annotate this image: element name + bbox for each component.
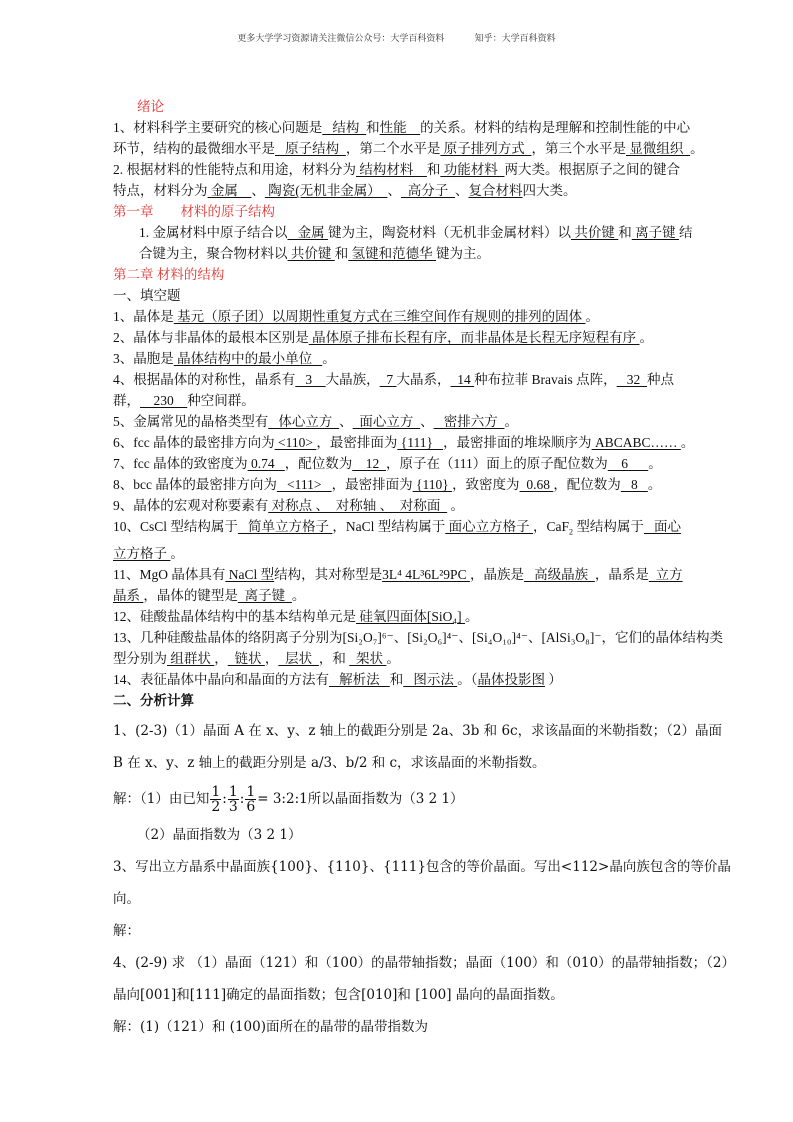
document-body [113, 96, 735, 1043]
fill-q14: 14、表征晶体中晶向和晶面的方法有 解析法 和 图示法 。（晶体投影图 ） [113, 671, 562, 687]
fill-q10-line1: 10、CsCl 型结构属于 简单立方格子 ，NaCl 型结构属于 面心立方格子 ，CaF$_2$ 型结构属于 面心 [113, 519, 682, 537]
chapter1-title: 第一章 材料的原子结构 [113, 204, 275, 219]
calc-s1: 解：（1）由已知 $\frac{1}{2}$ : $\frac{1}{3}$ : $\frac{1}{6}$ = 3:2:1所以晶面指数为（3 2 1） [113, 783, 464, 815]
page-header [0, 31, 793, 44]
fill-q11-line2: 晶系 ，晶体的键型是 离子键 。 [113, 587, 306, 603]
calc-s3: 解： [113, 922, 140, 939]
intro-q2-line2: 特点，材料分为 金属 、 陶瓷(无机非金属） 、 高分子 、复合材料四大类。 [113, 183, 577, 198]
intro-q2-line1: 2. 根据材料的性能特点和用途，材料分为 结构材料 和 功能材料 两大类。根据原子之间的键合 [113, 162, 680, 177]
fraction: $\frac{1}{3}$ [228, 783, 238, 815]
blank: 性能 [379, 120, 421, 135]
chapter2-title: 第二章 材料的结构 [113, 267, 225, 282]
blank: 原子结构 [275, 141, 346, 156]
calc-s4: 解：(1)（121）和 (100)面所在的晶带的晶带指数为 [113, 1018, 428, 1035]
fill-q13-line1: 13、几种硅酸盐晶体的络阴离子分别为[Si₂O₇]⁶⁻、[Si₂O₆]⁴⁻、[Si₄O₁₀]⁴⁻、[AlSi₃O₈]⁻，它们的晶体结构类 [113, 629, 723, 645]
blank: 高分子 [401, 183, 455, 198]
calc-q4-line2: 晶向[001]和[111]确定的晶面指数；包含[010]和 [100] 晶向的晶面指数。 [113, 986, 564, 1003]
calc-s2: （2）晶面指数为（3 2 1） [137, 826, 302, 843]
fill-q12: 12、硅酸盐晶体结构中的基本结构单元是 硅氧四面体[SiO₄] 。 [113, 608, 479, 624]
blank: 金属 [287, 225, 328, 240]
blank: 氢键和范德华 [348, 246, 436, 261]
calc-section [113, 715, 735, 1043]
header-wechat-text: 更多大学学习资源请关注微信公众号：大学百科资料 [237, 33, 445, 43]
calc-q1-line1: 1、(2-3)（1）晶面 A 在 x、y、z 轴上的截距分别是 2a、3b 和 6c，求该晶面的米勒指数；（2）晶面 [113, 722, 722, 739]
calc-q1-line2: B 在 x、y、z 轴上的截距分别是 a/3、b/2 和 c，求该晶面的米勒指数。 [113, 754, 546, 771]
intro-title: 绪论 [137, 99, 164, 114]
calc-q3-line2: 向。 [113, 890, 140, 907]
fill-q13-line2: 型分别为 组群状 ， 链状 ， 层状 ，和 架状 。 [113, 650, 400, 666]
chapter1-q1-line2: 合键为主，聚合物材料以 共价键 和 氢键和范德华 键为主。 [139, 246, 490, 261]
fill-q9: 9、晶体的宏观对称要素有 对称点 、 对称轴 、 对称面 。 [113, 498, 464, 513]
fill-q2: 2、晶体与非晶体的最根本区别是 晶体原子排布长程有序，而非晶体是长程无序短程有序 。 [113, 330, 653, 345]
fill-q4-line1: 4、根据晶体的对称性，晶系有 3 大晶族， 7 大晶系， 14 种布拉菲 Bravais 点阵， 32 种点 [113, 372, 674, 387]
fill-q8: 8、bcc 晶体的最密排方向为 <111> ，最密排面为 {110} ，致密度为 0.68 ，配位数为 8 。 [113, 477, 662, 492]
blank: 显微组织 [626, 141, 691, 156]
section-calc-title: 二、分析计算 [113, 692, 194, 708]
fill-q3: 3、晶胞是 晶体结构中的最小单位 。 [113, 351, 336, 366]
blank: 共价键 [287, 246, 335, 261]
blank: 离子键 [631, 225, 679, 240]
fill-q11-line1: 11、MgO 晶体具有 NaCl 型结构，其对称型是3L⁴ 4L³6L²9PC ，晶族是 高级晶族 ，晶系是 立方 [113, 566, 683, 582]
fill-q5: 5、金属常见的晶格类型有 体心立方 、 面心立方 、 密排六方 。 [113, 414, 518, 429]
section-fill-in-title: 一、填空题 [113, 288, 181, 303]
fill-q1: 1、晶体是 基元（原子团）以周期性重复方式在三维空间作有规则的排列的固体 。 [113, 309, 599, 324]
fill-q6: 6、fcc 晶体的最密排方向为 <110> ，最密排面为 {111} ，最密排面的堆垛顺序为 ABCABC…… 。 [113, 435, 695, 450]
intro-q1-line2: 环节，结构的最微细水平是 原子结构 ，第二个水平是 原子排列方式 ，第三个水平是 显微组织 。 [113, 141, 704, 156]
blank: 金属 [207, 183, 252, 198]
fill-q7: 7、fcc 晶体的致密度为 0.74 ，配位数为 12 ，原子在（111）面上的原子配位数为 6 。 [113, 456, 662, 471]
blank: 陶瓷(无机非金属） [264, 183, 388, 198]
calc-q3-line1: 3、写出立方晶系中晶面族{100}、{110}、{111}包含的等价晶面。写出<112>晶向族包含的等价晶 [113, 858, 731, 875]
blank: 复合材料 [468, 183, 523, 198]
fraction: $\frac{1}{6}$ [246, 783, 256, 815]
fraction: $\frac{1}{2}$ [211, 783, 221, 815]
blank: 原子排列方式 [440, 141, 532, 156]
intro-q1-line1: 1、材料科学主要研究的核心问题是 结构 和性能 的关系。材料的结构是理解和控制性能的中心 [113, 120, 691, 135]
fill-q10-line2: 立方格子 。 [113, 545, 184, 561]
blank: 结构 [322, 120, 367, 135]
calc-q4-line1: 4、(2-9) 求 （1）晶面（121）和（100）的晶带轴指数；晶面（100）和（010）的晶带轴指数；（2） [113, 954, 735, 971]
header-zhihu-text: 知乎：大学百科资料 [474, 33, 556, 43]
blank: 功能材料 [440, 162, 505, 177]
blank: 结构材料 [356, 162, 427, 177]
chapter1-q1-line1: 1. 金属材料中原子结合以 金属 键为主，陶瓷材料（无机非金属材料）以 共价键 和 离子键 结 [139, 225, 693, 240]
fill-q4-line2: 群， 230 种空间群。 [113, 393, 255, 408]
blank: 共价键 [571, 225, 619, 240]
